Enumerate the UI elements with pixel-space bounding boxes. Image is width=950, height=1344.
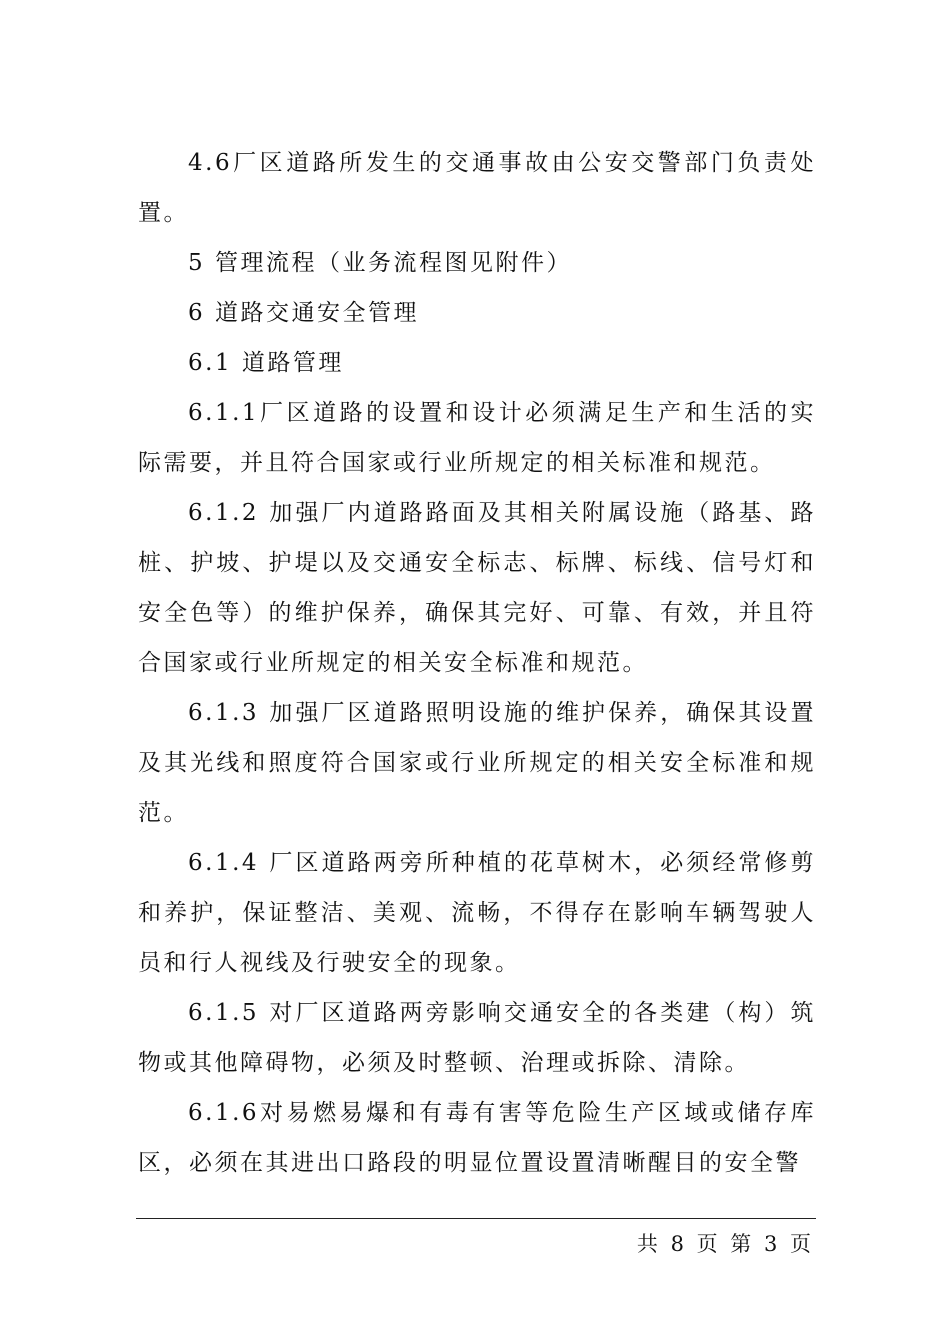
page-number: 共 8 页 第 3 页: [636, 1232, 814, 1256]
document-body: [138, 138, 816, 1188]
paragraph-6-1-4: 6.1.4 厂区道路两旁所种植的花草树木，必须经常修剪和养护，保证整洁、美观、流畅，不得存在影响车辆驾驶人员和行人视线及行驶安全的现象。: [138, 850, 816, 976]
paragraph-6-1-5: 6.1.5 对厂区道路两旁影响交通安全的各类建（构）筑物或其他障碍物，必须及时整顿、治理或拆除、清除。: [138, 1000, 816, 1076]
paragraph-6-1-6: 6.1.6对易燃易爆和有毒有害等危险生产区域或储存库区，必须在其进出口路段的明显位置设置清晰醒目的安全警: [138, 1100, 816, 1176]
paragraph-6-1-1: 6.1.1厂区道路的设置和设计必须满足生产和生活的实际需要，并且符合国家或行业所规定的相关标准和规范。: [138, 400, 816, 476]
section-heading-6-1: 6.1 道路管理: [188, 350, 344, 376]
footer-divider: [136, 1218, 816, 1219]
section-heading-5: 5 管理流程（业务流程图见附件）: [188, 250, 572, 276]
paragraph-4-6: 4.6厂区道路所发生的交通事故由公安交警部门负责处置。: [138, 150, 816, 226]
paragraph-6-1-3: 6.1.3 加强厂区道路照明设施的维护保养，确保其设置及其光线和照度符合国家或行业所规定的相关安全标准和规范。: [138, 700, 816, 826]
section-heading-6: 6 道路交通安全管理: [188, 300, 419, 326]
paragraph-6-1-2: 6.1.2 加强厂内道路路面及其相关附属设施（路基、路桩、护坡、护堤以及交通安全标志、标牌、标线、信号灯和安全色等）的维护保养，确保其完好、可靠、有效，并且符合国家或行业所规定的相关安全标准和规范。: [138, 500, 816, 676]
